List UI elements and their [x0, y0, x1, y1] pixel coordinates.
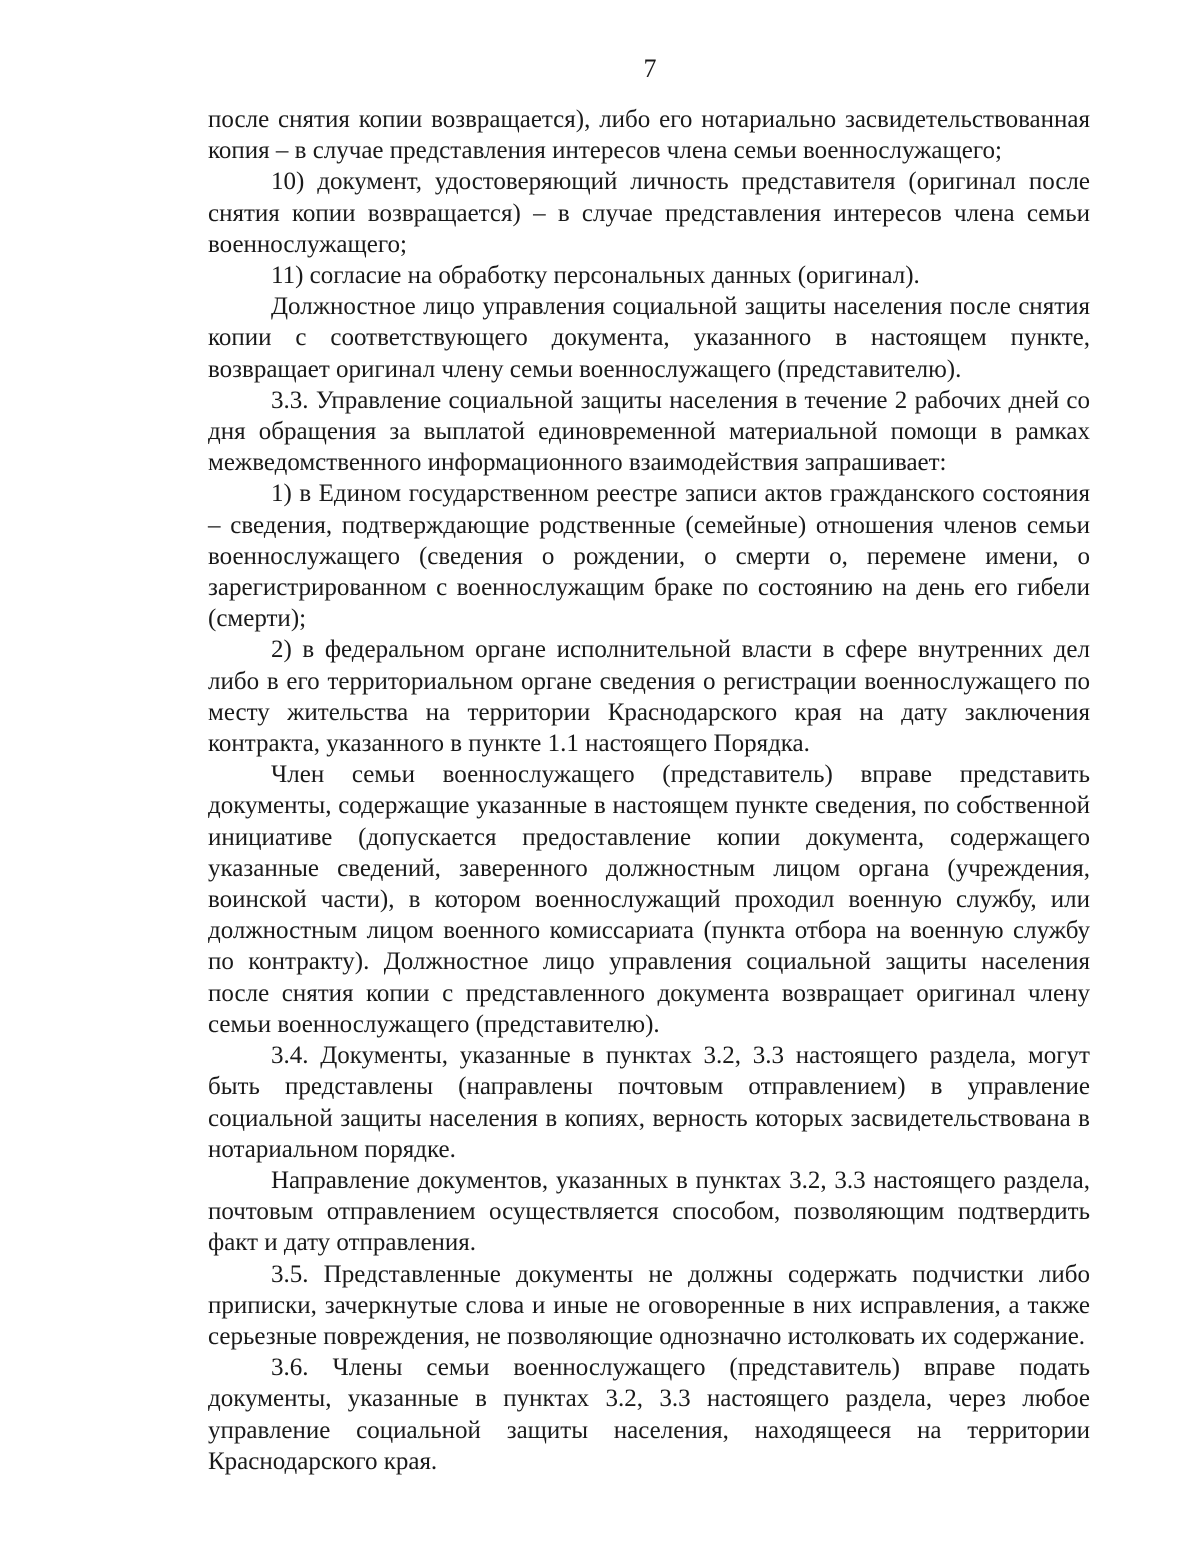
paragraph-own-initiative: Член семьи военнослужащего (представитель) вправе представить документы, содержащие указанные в настоящем пункте сведения, по собственной инициативе (допускается предоставление копии документа, содержащего указанные сведений, заверенного должностным лицом органа (учреждения, воинской части), в котором военнослужащий проходил военную службу, или должностным лицом военного комиссариата (пункта отбора на военную службу по контракту). Должностное лицо управления социальной защиты населения после снятия копии с представленного документа возвращает оригинал члену семьи военнослужащего (представителю).: [208, 761, 1090, 1038]
paragraph-postal-delivery: Направление документов, указанных в пунктах 3.2, 3.3 настоящего раздела, почтовым отправлением осуществляется способом, позволяющим подтвердить факт и дату отправления.: [208, 1166, 1090, 1257]
paragraph-continuation: после снятия копии возвращается), либо его нотариально засвидетельствованная копия – в случае представления интересов члена семьи военнослужащего;: [208, 106, 1090, 165]
paragraph-item-11: 11) согласие на обработку персональных данных (оригинал).: [271, 262, 920, 290]
paragraph-item-10: 10) документ, удостоверяющий личность представителя (оригинал после снятия копии возвращается) – в случае представления интересов члена семьи военнослужащего;: [208, 168, 1090, 258]
paragraph-3-5: 3.5. Представленные документы не должны содержать подчистки либо приписки, зачеркнутые слова и иные не оговоренные в них исправления, а также серьезные повреждения, не позволяющие однозначно истолковать их содержание.: [208, 1260, 1090, 1350]
paragraph-3-6: 3.6. Члены семьи военнослужащего (представитель) вправе подать документы, указанные в пунктах 3.2, 3.3 настоящего раздела, через любое управление социальной защиты населения, находящееся на территории Краснодарского края.: [208, 1354, 1090, 1475]
paragraph-3-3-item-2: 2) в федеральном органе исполнительной власти в сфере внутренних дел либо в его территориальном органе сведения о регистрации военнослужащего по месту жительства на территории Краснодарского края на дату заключения контракта, указанного в пункте 1.1 настоящего Порядка.: [208, 636, 1090, 758]
document-body: [208, 104, 1090, 1477]
paragraph-3-3: 3.3. Управление социальной защиты населения в течение 2 рабочих дней со дня обращения за выплатой единовременной материальной помощи в рамках межведомственного информационного взаимодействия запрашивает:: [208, 386, 1090, 477]
paragraph-official-returns: Должностное лицо управления социальной защиты населения после снятия копии с соответствующего документа, указанного в настоящем пункте, возвращает оригинал члену семьи военнослужащего (представителю).: [208, 293, 1090, 383]
paragraph-3-4: 3.4. Документы, указанные в пунктах 3.2, 3.3 настоящего раздела, могут быть представлены (направлены почтовым отправлением) в управление социальной защиты населения в копиях, верность которых засвидетельствована в нотариальном порядке.: [208, 1042, 1090, 1163]
paragraph-3-3-item-1: 1) в Едином государственном реестре записи актов гражданского состояния – сведения, подтверждающие родственные (семейные) отношения членов семьи военнослужащего (сведения о рождении, о смерти о, перемене имени, о зарегистрированном с военнослужащим браке по состоянию на день его гибели (смерти);: [208, 480, 1090, 633]
page-number: 7: [643, 54, 657, 83]
